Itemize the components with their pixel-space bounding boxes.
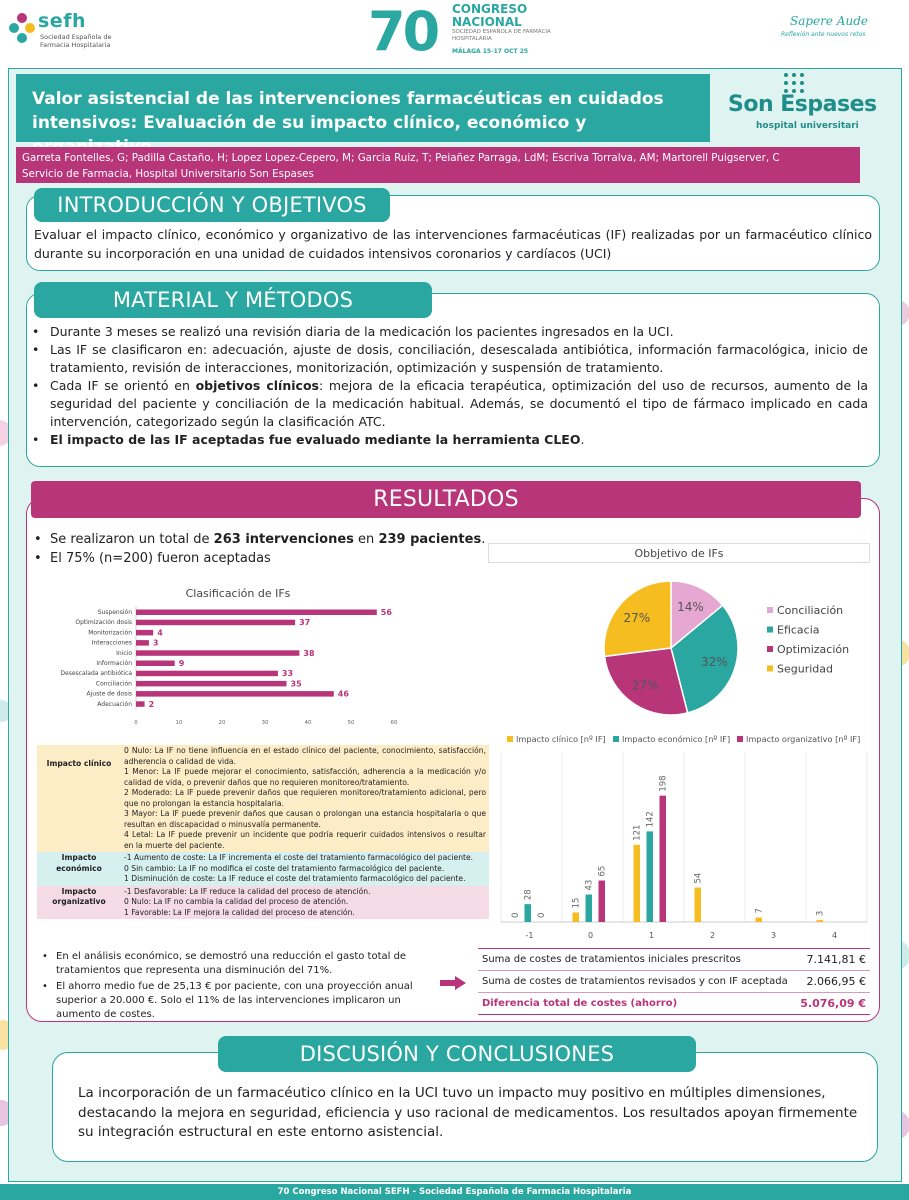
economic-list [42, 950, 432, 1024]
category-label: Adecuación [97, 700, 132, 708]
bar [136, 681, 287, 687]
data-label: 142 [645, 811, 656, 828]
hospital-logo [724, 70, 877, 140]
sefh-full-name: Sociedad Española de Farmacia Hospitalaria [40, 33, 112, 49]
economic-item: • El ahorro medio fue de 25,13 € por paciente, con una proyección anual superior a 20.000 €. Solo el 11% de las intervenciones implicaron un aumento de costes. [42, 980, 432, 1022]
bar [634, 845, 641, 922]
methods-heading: MATERIAL Y MÉTODOS [34, 282, 432, 318]
motto-subtitle: Reflexión ante nuevos retos [781, 31, 866, 38]
sefh-logo-text: sefh [38, 10, 86, 32]
hospital-subtitle: hospital universitari [756, 121, 859, 131]
category-label: 4 [831, 931, 838, 940]
bar [756, 918, 763, 922]
bar [817, 920, 824, 922]
legend-swatch [737, 736, 743, 742]
data-label: 54 [693, 872, 704, 884]
cost-value: 7.141,81 € [795, 949, 870, 971]
data-label: 3 [152, 638, 159, 648]
legend-swatch [767, 646, 773, 652]
slice-label: 27% [632, 678, 659, 693]
data-label: 43 [584, 879, 595, 891]
data-label: 3 [815, 910, 826, 917]
impact-description: -1 Desfavorable: La IF reduce la calidad del proceso de atención. 0 Nulo: La IF no cambia la calidad del proceso de atención. 1 Favorable: La IF mejora la calidad del proceso de atención. [121, 886, 489, 920]
data-label: 37 [299, 618, 311, 628]
bar [136, 630, 153, 636]
category-label: -1 [525, 931, 534, 940]
legend-swatch [767, 627, 773, 633]
footer: 70 Congreso Nacional SEFH - Sociedad Española de Farmacia Hospitalaria [0, 1184, 909, 1200]
data-label: 0 [536, 912, 547, 918]
data-label: 9 [178, 659, 185, 668]
impact-row-organizational [37, 886, 489, 920]
results-item: • Se realizaron un total de 263 intervenciones en 239 pacientes. [32, 530, 485, 549]
congress-subtitle: SOCIEDAD ESPAÑOLA DE FARMACIA HOSPITALARIA [452, 29, 551, 42]
bar [136, 671, 278, 677]
cost-label: Suma de costes de tratamientos revisados y con IF aceptada [478, 971, 795, 993]
title-banner [16, 74, 710, 142]
methods-item: • Las IF se clasificaron en: adecuación, ajuste de dosis, conciliación, desescalada antibiótica, información farmacológica, inicio de tratamiento, revisión de interacciones, monitorización, optimización y suspensión de tratamiento. [30, 341, 868, 377]
bar [136, 661, 175, 667]
bar [136, 701, 145, 707]
methods-list [30, 323, 868, 449]
data-label: 38 [303, 648, 315, 658]
classification-chart-title: Clasificación de IFs [185, 587, 291, 600]
slice-label: 27% [623, 610, 651, 625]
data-label: 28 [523, 889, 534, 901]
tick-label: 0 [134, 720, 138, 726]
data-label: 65 [597, 865, 608, 877]
legend-label: Impacto clínico [nº IF] [516, 734, 606, 744]
data-label: 198 [658, 775, 669, 792]
bar [599, 881, 606, 922]
tick-label: 30 [261, 720, 269, 726]
category-label: Suspensión [97, 609, 132, 616]
legend-label: Impacto organizativo [nº IF] [746, 734, 861, 744]
category-label: Monitorización [88, 629, 132, 637]
bar [660, 796, 667, 922]
category-label: Interacciones [91, 639, 132, 647]
data-label: 7 [754, 908, 765, 914]
data-label: 0 [510, 912, 521, 918]
impact-bar-chart [495, 728, 873, 946]
impact-description: 0 Nulo: La IF no tiene influencia en el estado clínico del paciente, conocimiento, satisfacción, adherencia o calidad de vida. 1 Menor: La IF puede mejorar el conocimiento, satisfacción, adherencia a la medicación y/o calidad de vida, o prevenir daños que no requieren monitoreo/tratamiento. 2 Moderado: La IF puede prevenir daños que requieren monitoreo/tratamiento adicional, pero que no prolongan la estancia hospitalaria. 3 Mayor: La IF puede prevenir daños que causan o prolongan una estancia hospitalaria o que resultan en discapacidad o minusvalía permanente. 4 Letal: La IF puede prevenir un incidente que podría requerir cuidados intensivos o resultar en la muerte del paciente. [121, 745, 489, 852]
data-label: 2 [148, 699, 155, 709]
classification-bar-chart [40, 602, 415, 730]
bar [136, 620, 295, 626]
impact-label: Impacto organizativo [37, 886, 121, 920]
bar [695, 888, 702, 922]
category-label: Desescalada antibiótica [60, 670, 132, 678]
tick-label: 60 [390, 720, 398, 726]
impact-label: Impacto clínico [37, 745, 121, 852]
arrow-right-icon [440, 976, 466, 990]
cost-table [478, 948, 870, 1015]
category-label: 1 [648, 931, 655, 940]
slice-label: 32% [700, 655, 728, 670]
category-label: Inicio [116, 649, 132, 657]
authors-bar [16, 147, 860, 183]
data-label: 35 [290, 679, 302, 689]
tick-label: 20 [218, 720, 226, 726]
bar [136, 610, 377, 616]
legend-swatch [767, 607, 773, 613]
category-label: Optimización dosis [75, 619, 132, 627]
category-label: Conciliación [95, 680, 132, 688]
bar [525, 904, 532, 922]
congress-city-date: MÁLAGA 15-17 OCT 25 [452, 48, 529, 55]
methods-item: • Cada IF se orientó en objetivos clínicos: mejora de la eficacia terapéutica, optimización del uso de recursos, aumento de la seguridad del paciente y conciliación de la medicación habitual. Además, se documentó el tipo de fármaco implicado en cada intervención, categorizado según la clasificación ATC. [30, 377, 868, 431]
category-label: 0 [587, 931, 594, 940]
legend-label: Conciliación [777, 604, 844, 617]
results-heading: RESULTADOS [31, 481, 861, 518]
category-label: Ajuste de dosis [86, 690, 132, 698]
category-label: Información [96, 660, 132, 667]
tick-label: 50 [347, 720, 355, 726]
objective-chart-title: Obbjetivo de IFs [488, 543, 870, 563]
legend-swatch [613, 736, 619, 742]
results-summary-list [32, 530, 485, 568]
intro-text: Evaluar el impacto clínico, económico y organizativo de las intervenciones farmacéuticas (IF) realizadas por un farmacéutico clínico durante su incorporación en una unidad de cuidados intensivos coronarios y cardíacos (UCI) [34, 227, 872, 261]
discussion-heading: DISCUSIÓN Y CONCLUSIONES [218, 1036, 696, 1072]
legend-label: Impacto económico [nº IF] [622, 734, 731, 744]
bar [136, 640, 149, 646]
data-label: 121 [632, 824, 643, 841]
data-label: 4 [157, 628, 163, 638]
legend-swatch [767, 666, 773, 672]
economic-item: • En el análisis económico, se demostró una reducción el gasto total de tratamientos que representa una disminución del 71%. [42, 950, 432, 978]
intro-heading: INTRODUCCIÓN Y OBJETIVOS [34, 188, 390, 222]
authors-list: Garreta Fontelles, G; Padilla Castaño, H; Lopez Lopez-Cepero, M; Garcia Ruiz, T; Peiañez Parraga, LdM; Escriva Torralva, AM; Martorell Puigserver, C [22, 152, 780, 164]
cost-label: Diferencia total de costes (ahorro) [478, 993, 795, 1015]
poster-title: Valor asistencial de las intervenciones farmacéuticas en cuidados intensivos: Evaluación de su impacto clínico, económico y [32, 89, 664, 133]
data-label: 56 [380, 608, 392, 617]
tick-label: 10 [175, 720, 183, 726]
tick-label: 40 [304, 720, 312, 726]
motto: Sapere Aude [790, 14, 868, 28]
discussion-text: La incorporación de un farmacéutico clínico en la UCI tuvo un impacto muy positivo en múltiples dimensiones, destacando la mejora en seguridad, eficiencia y uso racional de medicamentos. Los resultados apoyan firmemente su integración estructural en este entorno asistencial. [78, 1085, 858, 1140]
category-label: 3 [770, 931, 777, 940]
legend-swatch [507, 736, 513, 742]
bar [136, 650, 299, 656]
impact-label: Impacto económico [37, 852, 121, 886]
hospital-name: Son Espases [728, 92, 877, 117]
results-item: • El 75% (n=200) fueron aceptadas [32, 549, 485, 568]
congress-title: CONGRESO NACIONAL [452, 2, 528, 29]
bar [647, 831, 654, 922]
affiliation: Servicio de Farmacia, Hospital Universitario Son Espases [22, 168, 314, 180]
cost-label: Suma de costes de tratamientos iniciales prescritos [478, 949, 795, 971]
methods-item: • Durante 3 meses se realizó una revisión diaria de la medicación los pacientes ingresados en la UCI. [30, 323, 868, 341]
methods-item: • El impacto de las IF aceptadas fue evaluado mediante la herramienta CLEO. [30, 431, 868, 449]
impact-row-clinical [37, 745, 489, 852]
objective-pie-chart [580, 568, 880, 728]
bar [586, 895, 593, 922]
slice-label: 14% [677, 599, 704, 614]
bar [136, 691, 334, 697]
data-label: 46 [337, 689, 349, 699]
cost-value: 2.066,95 € [795, 971, 870, 993]
impact-row-economic [37, 852, 489, 886]
data-label: 33 [281, 669, 294, 679]
cost-row [478, 949, 870, 971]
cleo-impact-table [37, 745, 489, 919]
legend-label: Optimización [777, 643, 850, 656]
bar [573, 912, 580, 922]
data-label: 15 [571, 897, 582, 909]
cost-value: 5.076,09 € [795, 993, 870, 1015]
category-label: 2 [709, 931, 716, 940]
hospital-logo-dots-icon [780, 72, 808, 94]
sefh-logo-icon [8, 10, 36, 50]
legend-label: Eficacia [777, 623, 820, 637]
cost-row [478, 971, 870, 993]
cost-row-total [478, 993, 870, 1015]
impact-description: -1 Aumento de coste: La IF incrementa el coste del tratamiento farmacológico del paciente. 0 Sin cambio: La IF no modifica el coste del tratamiento farmacológico del paciente. 1 Disminución de coste: La IF reduce el coste del tratamiento farmacológico del paciente. [121, 852, 489, 886]
legend-label: Seguridad [777, 662, 833, 676]
congress-number: 70 [368, 0, 438, 63]
poster-header [0, 0, 909, 68]
